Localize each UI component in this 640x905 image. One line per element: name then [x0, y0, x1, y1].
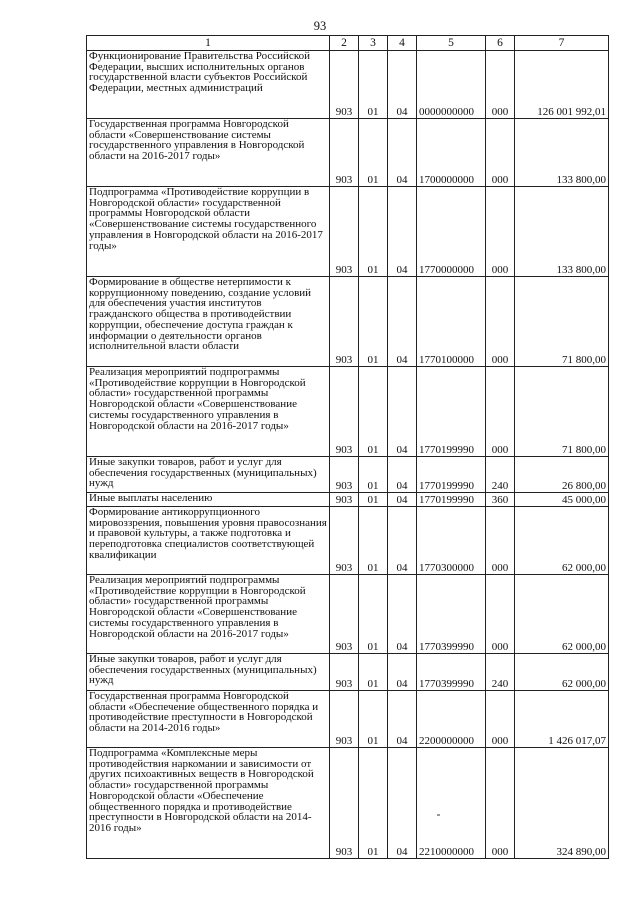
row-subsection-code: 04 [388, 277, 417, 367]
row-ministry-code: 903 [330, 51, 359, 119]
row-name: Подпрограмма «Противодействие коррупции в Новгородской области» государственной программы Новгородской области «Совершенствование системы государственного управления в Новгородской области на 2016-2017 годы» [87, 187, 330, 277]
row-target-article: 0000000000 [417, 51, 486, 119]
row-ministry-code: 903 [330, 493, 359, 507]
table-row [87, 691, 609, 748]
row-subsection-code: 04 [388, 51, 417, 119]
row-subsection-code: 04 [388, 457, 417, 493]
row-amount: 324 890,00 [515, 748, 609, 859]
row-ministry-code: 903 [330, 457, 359, 493]
row-amount: 62 000,00 [515, 654, 609, 691]
row-name: Иные закупки товаров, работ и услуг для обеспечения государственных (муниципальных) нужд [87, 457, 330, 493]
row-section-code: 01 [359, 367, 388, 457]
row-ministry-code: 903 [330, 277, 359, 367]
row-name: Реализация мероприятий подпрограммы «Противодействие коррупции в Новгородской области» государственной программы Новгородской области «Совершенствование системы государственного управления в Новгородской области на 2016-2017 годы» [87, 575, 330, 654]
row-target-article: 1770199990 [417, 457, 486, 493]
row-expense-type: 240 [486, 654, 515, 691]
row-amount: 62 000,00 [515, 507, 609, 575]
row-name: Иные выплаты населению [87, 493, 330, 507]
row-target-article: 1770100000 [417, 277, 486, 367]
row-subsection-code: 04 [388, 691, 417, 748]
row-target-article: 2210000000 [417, 748, 486, 859]
header-col-4: 4 [388, 36, 417, 51]
row-subsection-code: 04 [388, 748, 417, 859]
row-section-code: 01 [359, 575, 388, 654]
row-amount: 26 800,00 [515, 457, 609, 493]
table-row [87, 507, 609, 575]
scan-dot [437, 814, 440, 816]
row-subsection-code: 04 [388, 654, 417, 691]
row-amount: 126 001 992,01 [515, 51, 609, 119]
table-row [87, 654, 609, 691]
row-ministry-code: 903 [330, 187, 359, 277]
header-row [87, 36, 609, 51]
table-row [87, 457, 609, 493]
table-row [87, 575, 609, 654]
row-target-article: 1700000000 [417, 119, 486, 187]
table-row [87, 51, 609, 119]
row-expense-type: 240 [486, 457, 515, 493]
row-expense-type: 000 [486, 187, 515, 277]
row-expense-type: 000 [486, 691, 515, 748]
row-expense-type: 000 [486, 748, 515, 859]
table-row [87, 277, 609, 367]
header-col-2: 2 [330, 36, 359, 51]
row-ministry-code: 903 [330, 367, 359, 457]
row-subsection-code: 04 [388, 493, 417, 507]
row-section-code: 01 [359, 119, 388, 187]
header-col-6: 6 [486, 36, 515, 51]
row-section-code: 01 [359, 691, 388, 748]
row-subsection-code: 04 [388, 119, 417, 187]
row-target-article: 1770399990 [417, 575, 486, 654]
table-row [87, 493, 609, 507]
row-section-code: 01 [359, 457, 388, 493]
row-name: Реализация мероприятий подпрограммы «Противодействие коррупции в Новгородской области» государственной программы Новгородской области «Совершенствование системы государственного управления в Новгородской области на 2016-2017 годы» [87, 367, 330, 457]
row-target-article: 1770000000 [417, 187, 486, 277]
row-amount: 1 426 017,07 [515, 691, 609, 748]
row-name: Формирование в обществе нетерпимости к коррупционному поведению, создание условий для обеспечения участия институтов гражданского общества в противодействии коррупции, обеспечение доступа граждан к информации о деятельности органов исполнительной власти области [87, 277, 330, 367]
row-amount: 71 800,00 [515, 367, 609, 457]
table-row [87, 748, 609, 859]
row-ministry-code: 903 [330, 748, 359, 859]
row-section-code: 01 [359, 51, 388, 119]
table-row [87, 119, 609, 187]
row-name: Функционирование Правительства Российской Федерации, высших исполнительных органов государственной власти субъектов Российской Федерации, местных администраций [87, 51, 330, 119]
row-expense-type: 000 [486, 367, 515, 457]
row-subsection-code: 04 [388, 187, 417, 277]
row-amount: 45 000,00 [515, 493, 609, 507]
header-col-5: 5 [417, 36, 486, 51]
page-number: 93 [313, 19, 327, 33]
row-section-code: 01 [359, 654, 388, 691]
row-amount: 71 800,00 [515, 277, 609, 367]
row-target-article: 2200000000 [417, 691, 486, 748]
row-amount: 62 000,00 [515, 575, 609, 654]
row-amount: 133 800,00 [515, 119, 609, 187]
row-name: Государственная программа Новгородской области «Обеспечение общественного порядка и противодействие преступности в Новгородской области на 2014-2016 годы» [87, 691, 330, 748]
table-row [87, 367, 609, 457]
row-expense-type: 000 [486, 51, 515, 119]
row-name: Иные закупки товаров, работ и услуг для обеспечения государственных (муниципальных) нужд [87, 654, 330, 691]
row-target-article: 1770300000 [417, 507, 486, 575]
row-ministry-code: 903 [330, 575, 359, 654]
row-expense-type: 000 [486, 507, 515, 575]
row-ministry-code: 903 [330, 691, 359, 748]
row-amount: 133 800,00 [515, 187, 609, 277]
row-subsection-code: 04 [388, 367, 417, 457]
row-ministry-code: 903 [330, 507, 359, 575]
header-col-7: 7 [515, 36, 609, 51]
row-expense-type: 000 [486, 119, 515, 187]
row-expense-type: 360 [486, 493, 515, 507]
row-target-article: 1770399990 [417, 654, 486, 691]
row-section-code: 01 [359, 507, 388, 575]
table-row [87, 187, 609, 277]
row-section-code: 01 [359, 187, 388, 277]
row-ministry-code: 903 [330, 654, 359, 691]
header-col-3: 3 [359, 36, 388, 51]
row-name: Формирование антикоррупционного мировоззрения, повышения уровня правосознания и правовой культуры, а также подготовка и переподготовка специалистов соответствующей квалификации [87, 507, 330, 575]
row-name: Государственная программа Новгородской области «Совершенствование системы государственного управления в Новгородской области на 2016-2017 годы» [87, 119, 330, 187]
budget-table [86, 35, 609, 859]
header-col-1: 1 [87, 36, 330, 51]
row-section-code: 01 [359, 277, 388, 367]
row-subsection-code: 04 [388, 575, 417, 654]
row-target-article: 1770199990 [417, 493, 486, 507]
row-name: Подпрограмма «Комплексные меры противодействия наркомании и зависимости от других психоактивных веществ в Новгородской области» государственной программы Новгородской области «Обеспечение общественного порядка и противодействие преступности в Новгородской области на 2014-2016 годы» [87, 748, 330, 859]
row-expense-type: 000 [486, 277, 515, 367]
row-section-code: 01 [359, 748, 388, 859]
row-section-code: 01 [359, 493, 388, 507]
row-expense-type: 000 [486, 575, 515, 654]
row-target-article: 1770199990 [417, 367, 486, 457]
row-ministry-code: 903 [330, 119, 359, 187]
row-subsection-code: 04 [388, 507, 417, 575]
